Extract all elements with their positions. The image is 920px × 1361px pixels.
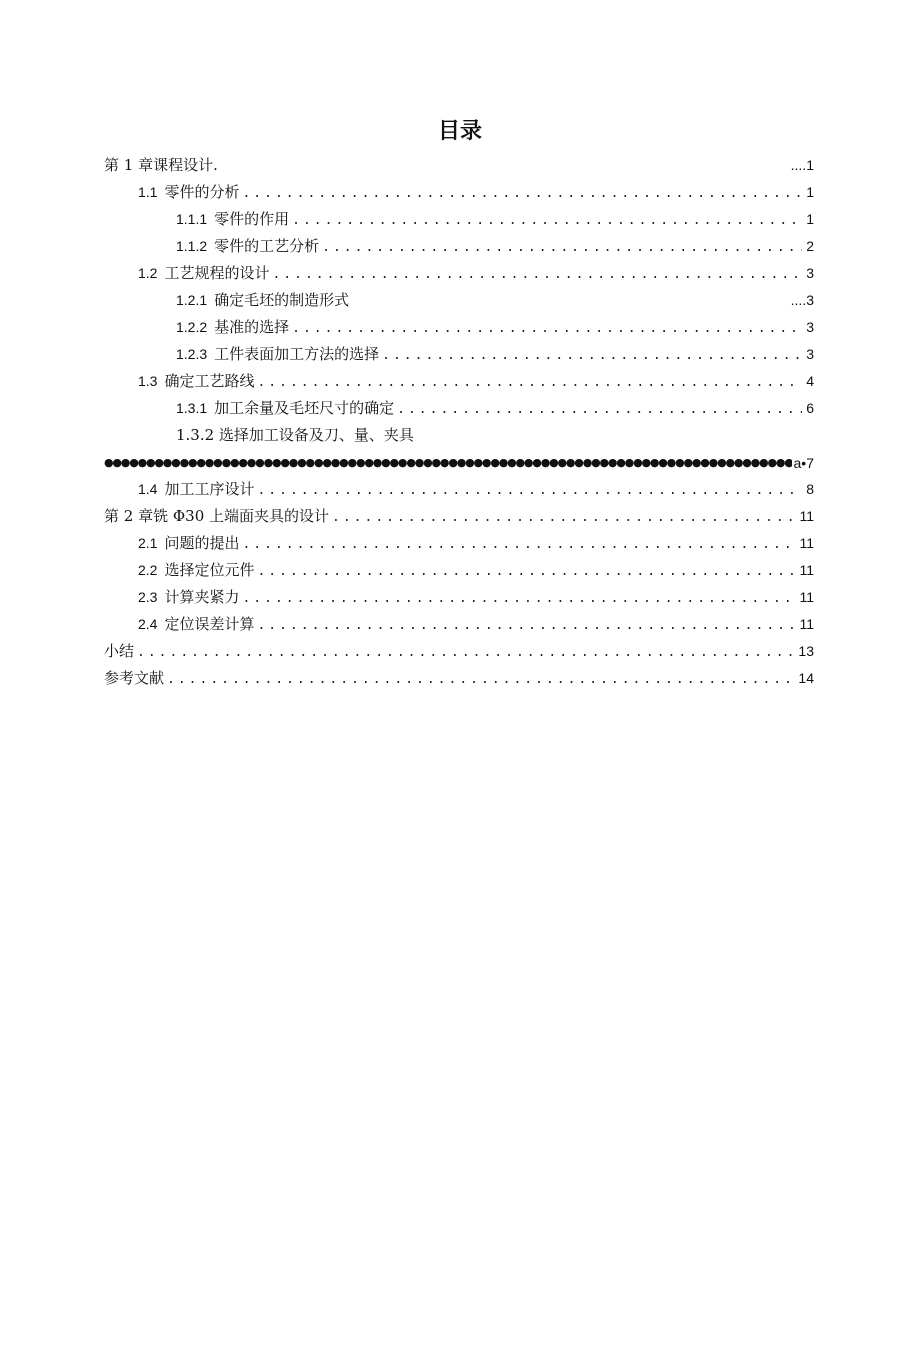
toc-entry-number: 1.2.1 [176, 292, 208, 308]
toc-page-number: 4 [806, 373, 814, 389]
toc-entry-references[interactable] [104, 665, 814, 692]
toc-entry-1-3-2-leader-line[interactable] [104, 449, 814, 476]
toc-entry-1-3-2[interactable] [104, 422, 814, 449]
toc-entry-number: 1.1 [138, 184, 158, 200]
toc-entry-text: 第 2 章铣 Φ30 上端面夹具的设计 [104, 507, 330, 525]
dot-leader [292, 315, 802, 341]
toc-entry-text: 小结 [104, 642, 135, 660]
toc-page-number: 8 [806, 481, 814, 497]
toc-entry-1-1-1[interactable] [104, 206, 814, 233]
toc-page-number: 11 [799, 535, 814, 551]
toc-entry-text: 参考文献 [104, 669, 165, 687]
toc-entry-text: 零件的分析 [164, 183, 240, 201]
toc-entry-number: 1.3 [138, 373, 158, 389]
toc-page-number: 11 [799, 616, 814, 632]
toc-entry-summary[interactable] [104, 638, 814, 665]
toc-entry-chapter-2[interactable] [104, 503, 814, 530]
dot-leader [242, 531, 795, 557]
toc-entry-1-3-1[interactable] [104, 395, 814, 422]
toc-page-number: ....1 [790, 157, 814, 173]
dot-leader [397, 396, 802, 422]
toc-entry-1-3[interactable] [104, 368, 814, 395]
dot-leader [167, 666, 794, 692]
toc-page-number: 11 [799, 562, 814, 578]
dot-leader [257, 558, 795, 584]
toc-entry-text: 工艺规程的设计 [164, 264, 270, 282]
toc-entry-1-2-1[interactable] [104, 287, 814, 314]
toc-page-number: a•7 [793, 454, 814, 471]
toc-entry-text: 选择定位元件 [164, 561, 255, 579]
toc-entry-text: 问题的提出 [164, 534, 240, 552]
dot-leader [382, 342, 802, 368]
toc-page-number: 1 [806, 211, 814, 227]
toc-page-number: 13 [798, 643, 814, 659]
dot-leader [257, 369, 802, 395]
toc-page-number: 3 [806, 265, 814, 281]
toc-entry-2-4[interactable] [104, 611, 814, 638]
toc-page-number: 6 [806, 400, 814, 416]
toc-entry-number: 1.2.2 [176, 319, 208, 335]
toc-entry-number: 2.4 [138, 616, 158, 632]
toc-entry-text: 基准的选择 [214, 318, 290, 336]
toc-entry-number: 2.1 [138, 535, 158, 551]
toc-entry-2-1[interactable] [104, 530, 814, 557]
toc-page-number: ....3 [790, 292, 814, 308]
toc-entry-text: 工件表面加工方法的选择 [214, 345, 380, 363]
toc-entry-text: 1.3.2 选择加工设备及刀、量、夹具 [176, 426, 414, 444]
toc-entry-number: 1.4 [138, 481, 158, 497]
toc-entry-2-2[interactable] [104, 557, 814, 584]
toc-entry-number: 1.2 [138, 265, 158, 281]
toc-entry-number: 1.1.1 [176, 211, 208, 227]
toc-entry-chapter-1[interactable] [104, 152, 814, 179]
toc-entry-text: 第 1 章课程设计. [104, 156, 218, 174]
toc-entry-1-1[interactable] [104, 179, 814, 206]
toc-entry-1-1-2[interactable] [104, 233, 814, 260]
dot-leader [332, 504, 795, 530]
bullet-leader [104, 456, 792, 469]
toc-entry-text: 计算夹紧力 [164, 588, 240, 606]
toc-page-number: 3 [806, 346, 814, 362]
toc-entry-number: 2.3 [138, 589, 158, 605]
toc-entry-text: 零件的作用 [214, 210, 290, 228]
toc-entry-text: 确定毛坯的制造形式 [214, 291, 350, 309]
dot-leader [242, 180, 802, 206]
toc-entry-1-2-3[interactable] [104, 341, 814, 368]
dot-leader [137, 639, 794, 665]
toc-entry-1-4[interactable] [104, 476, 814, 503]
dot-leader [257, 612, 795, 638]
toc-title: 目录 [437, 119, 482, 144]
toc-entry-text: 定位误差计算 [164, 615, 255, 633]
toc-entry-1-2[interactable] [104, 260, 814, 287]
table-of-contents [104, 152, 814, 692]
toc-entry-number: 1.1.2 [176, 238, 208, 254]
dot-leader [242, 585, 795, 611]
dot-leader [292, 207, 802, 233]
toc-entry-1-2-2[interactable] [104, 314, 814, 341]
toc-page-number: 2 [806, 238, 814, 254]
toc-page-number: 11 [799, 589, 814, 605]
toc-entry-2-3[interactable] [104, 584, 814, 611]
dot-leader [322, 234, 802, 260]
toc-entry-number: 2.2 [138, 562, 158, 578]
toc-entry-number: 1.2.3 [176, 346, 208, 362]
toc-page-number: 14 [798, 670, 814, 686]
toc-entry-text: 加工工序设计 [164, 480, 255, 498]
toc-entry-text: 零件的工艺分析 [214, 237, 320, 255]
toc-page-number: 3 [806, 319, 814, 335]
dot-leader [272, 261, 802, 287]
toc-page-number: 11 [799, 508, 814, 524]
toc-entry-number: 1.3.1 [176, 400, 208, 416]
toc-entry-text: 确定工艺路线 [164, 372, 255, 390]
dot-leader [257, 477, 802, 503]
toc-entry-text: 加工余量及毛坯尺寸的确定 [214, 399, 395, 417]
toc-page-number: 1 [806, 184, 814, 200]
